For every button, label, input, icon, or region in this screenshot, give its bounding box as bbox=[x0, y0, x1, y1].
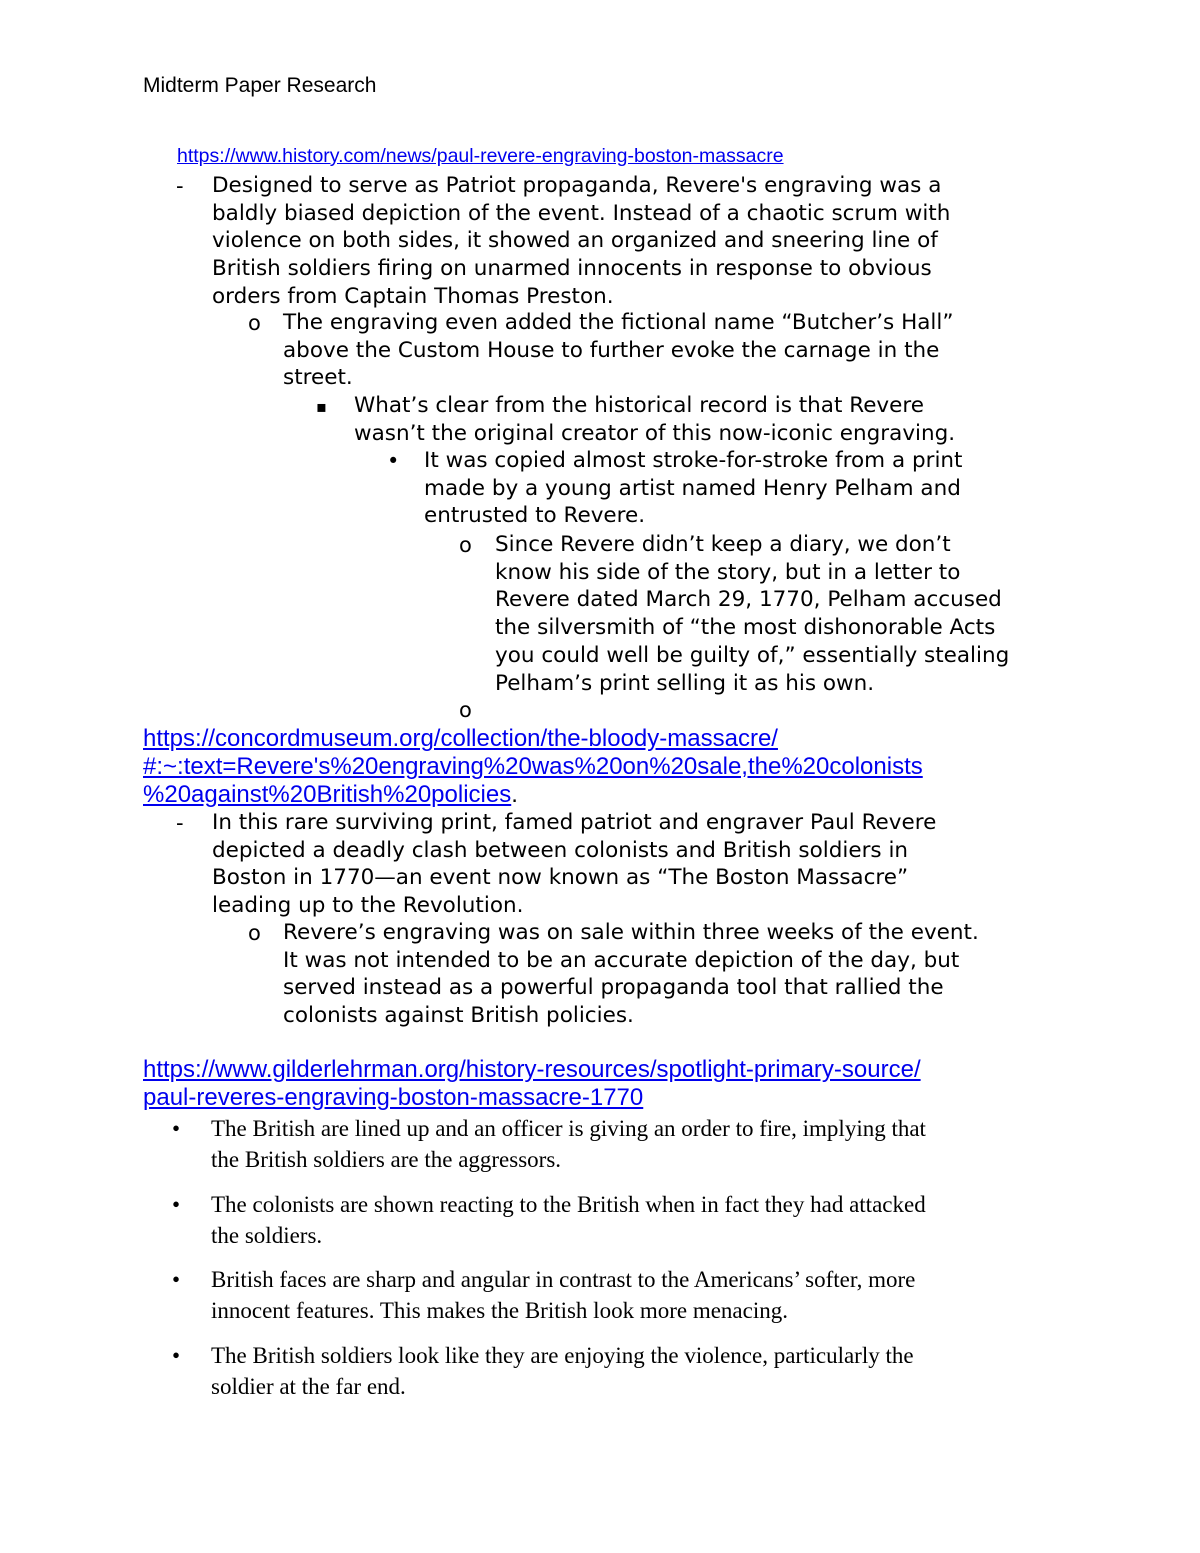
bullet-item-1 bbox=[211, 1113, 926, 1175]
bullet-line: the British soldiers are the aggressors. bbox=[211, 1147, 562, 1172]
bullet-item-3 bbox=[211, 1264, 915, 1326]
bullet-line: The British soldiers look like they are enjoying the violence, particularly the bbox=[211, 1343, 914, 1368]
source-link-history[interactable] bbox=[177, 143, 784, 169]
note-line: depicted a deadly clash between colonists and British soldiers in bbox=[212, 837, 909, 863]
note-line: British soldiers firing on unarmed innocents in response to obvious bbox=[212, 256, 932, 282]
note-line: wasn’t the original creator of this now-iconic engraving. bbox=[354, 420, 956, 446]
bullet-line: British faces are sharp and angular in contrast to the Americans’ softer, more bbox=[211, 1267, 916, 1292]
note-line: entrusted to Revere. bbox=[424, 503, 646, 529]
bullet-item-4 bbox=[211, 1340, 914, 1402]
page-title: Midterm Paper Research bbox=[143, 74, 377, 97]
note-line: orders from Captain Thomas Preston. bbox=[212, 283, 614, 309]
note-line: the silversmith of “the most dishonorable Acts bbox=[495, 615, 996, 641]
bullet-item-2 bbox=[211, 1189, 926, 1251]
note-line: It was not intended to be an accurate depiction of the day, but bbox=[283, 947, 960, 973]
link-trailing-period: . bbox=[511, 781, 518, 808]
note-line: The engraving even added the fictional name “Butcher’s Hall” bbox=[283, 310, 954, 335]
note-line: In this rare surviving print, famed patriot and engraver Paul Revere bbox=[212, 810, 937, 835]
bullet-line: innocent features. This makes the British look more menacing. bbox=[211, 1298, 788, 1323]
source-link-gilderlehrman-line[interactable]: paul-reveres-engraving-boston-massacre-1770 bbox=[143, 1084, 644, 1111]
note-history-2 bbox=[283, 309, 954, 392]
note-line: made by a young artist named Henry Pelham and bbox=[424, 475, 961, 501]
source-link-concord-line[interactable]: #:~:text=Revere's%20engraving%20was%20on%20sale,the%20colonists bbox=[143, 753, 923, 780]
circle-marker: o bbox=[248, 311, 261, 335]
note-line: Revere dated March 29, 1770, Pelham accused bbox=[495, 587, 1002, 613]
bullet-marker: • bbox=[172, 1192, 181, 1217]
circle-marker: o bbox=[459, 698, 472, 722]
note-line: colonists against British policies. bbox=[283, 1003, 634, 1029]
note-line: It was copied almost stroke-for-stroke from a print bbox=[424, 448, 963, 473]
note-line: Since Revere didn’t keep a diary, we don’t bbox=[495, 532, 951, 557]
note-line: What’s clear from the historical record is that Revere bbox=[354, 393, 924, 418]
note-line: know his side of the story, but in a letter to bbox=[495, 559, 961, 585]
dash-marker: - bbox=[176, 174, 184, 198]
note-concord-1 bbox=[212, 809, 936, 920]
note-line: above the Custom House to further evoke the carnage in the bbox=[283, 337, 940, 363]
source-link-history-text[interactable]: https://www.history.com/news/paul-revere-engraving-boston-massacre bbox=[177, 145, 784, 167]
note-line: you could well be guilty of,” essentially stealing bbox=[495, 642, 1010, 668]
source-link-concord-line[interactable]: %20against%20British%20policies bbox=[143, 781, 512, 808]
circle-marker: o bbox=[248, 921, 261, 945]
note-line: baldly biased depiction of the event. Instead of a chaotic scrum with bbox=[212, 200, 951, 226]
note-history-5 bbox=[495, 531, 1009, 697]
note-history-4 bbox=[424, 447, 962, 530]
bullet-line: The British are lined up and an officer is giving an order to fire, implying that bbox=[211, 1116, 926, 1141]
dash-marker: - bbox=[176, 811, 184, 835]
bullet-line: The colonists are shown reacting to the British when in fact they had attacked bbox=[211, 1192, 926, 1217]
source-link-gilderlehrman-line[interactable]: https://www.gilderlehrman.org/history-resources/spotlight-primary-source/ bbox=[143, 1056, 921, 1083]
note-history-3 bbox=[354, 392, 955, 447]
note-line: Revere’s engraving was on sale within three weeks of the event. bbox=[283, 920, 979, 945]
source-link-concord-line[interactable]: https://concordmuseum.org/collection/the-bloody-massacre/ bbox=[143, 725, 778, 752]
note-history-1 bbox=[212, 172, 950, 311]
note-line: violence on both sides, it showed an organized and sneering line of bbox=[212, 228, 938, 254]
note-line: served instead as a powerful propaganda tool that rallied the bbox=[283, 975, 944, 1001]
bullet-line: the soldiers. bbox=[211, 1223, 323, 1248]
note-line: Pelham’s print selling it as his own. bbox=[495, 670, 875, 696]
note-line: Designed to serve as Patriot propaganda, Revere's engraving was a bbox=[212, 173, 942, 198]
bullet-line: soldier at the far end. bbox=[211, 1374, 406, 1399]
bullet-marker: • bbox=[172, 1116, 181, 1141]
circle-marker: o bbox=[459, 533, 472, 557]
note-line: street. bbox=[283, 365, 353, 391]
note-line: leading up to the Revolution. bbox=[212, 893, 524, 919]
note-concord-2 bbox=[283, 919, 979, 1030]
bullet-marker: • bbox=[172, 1343, 181, 1368]
bullet-marker: • bbox=[172, 1267, 181, 1292]
source-link-gilderlehrman[interactable] bbox=[143, 1056, 1043, 1112]
source-link-concord[interactable] bbox=[143, 725, 1043, 809]
note-line: Boston in 1770—an event now known as “The Boston Massacre” bbox=[212, 865, 909, 891]
bullet-marker: • bbox=[387, 449, 400, 473]
square-marker: ▪ bbox=[316, 397, 327, 416]
